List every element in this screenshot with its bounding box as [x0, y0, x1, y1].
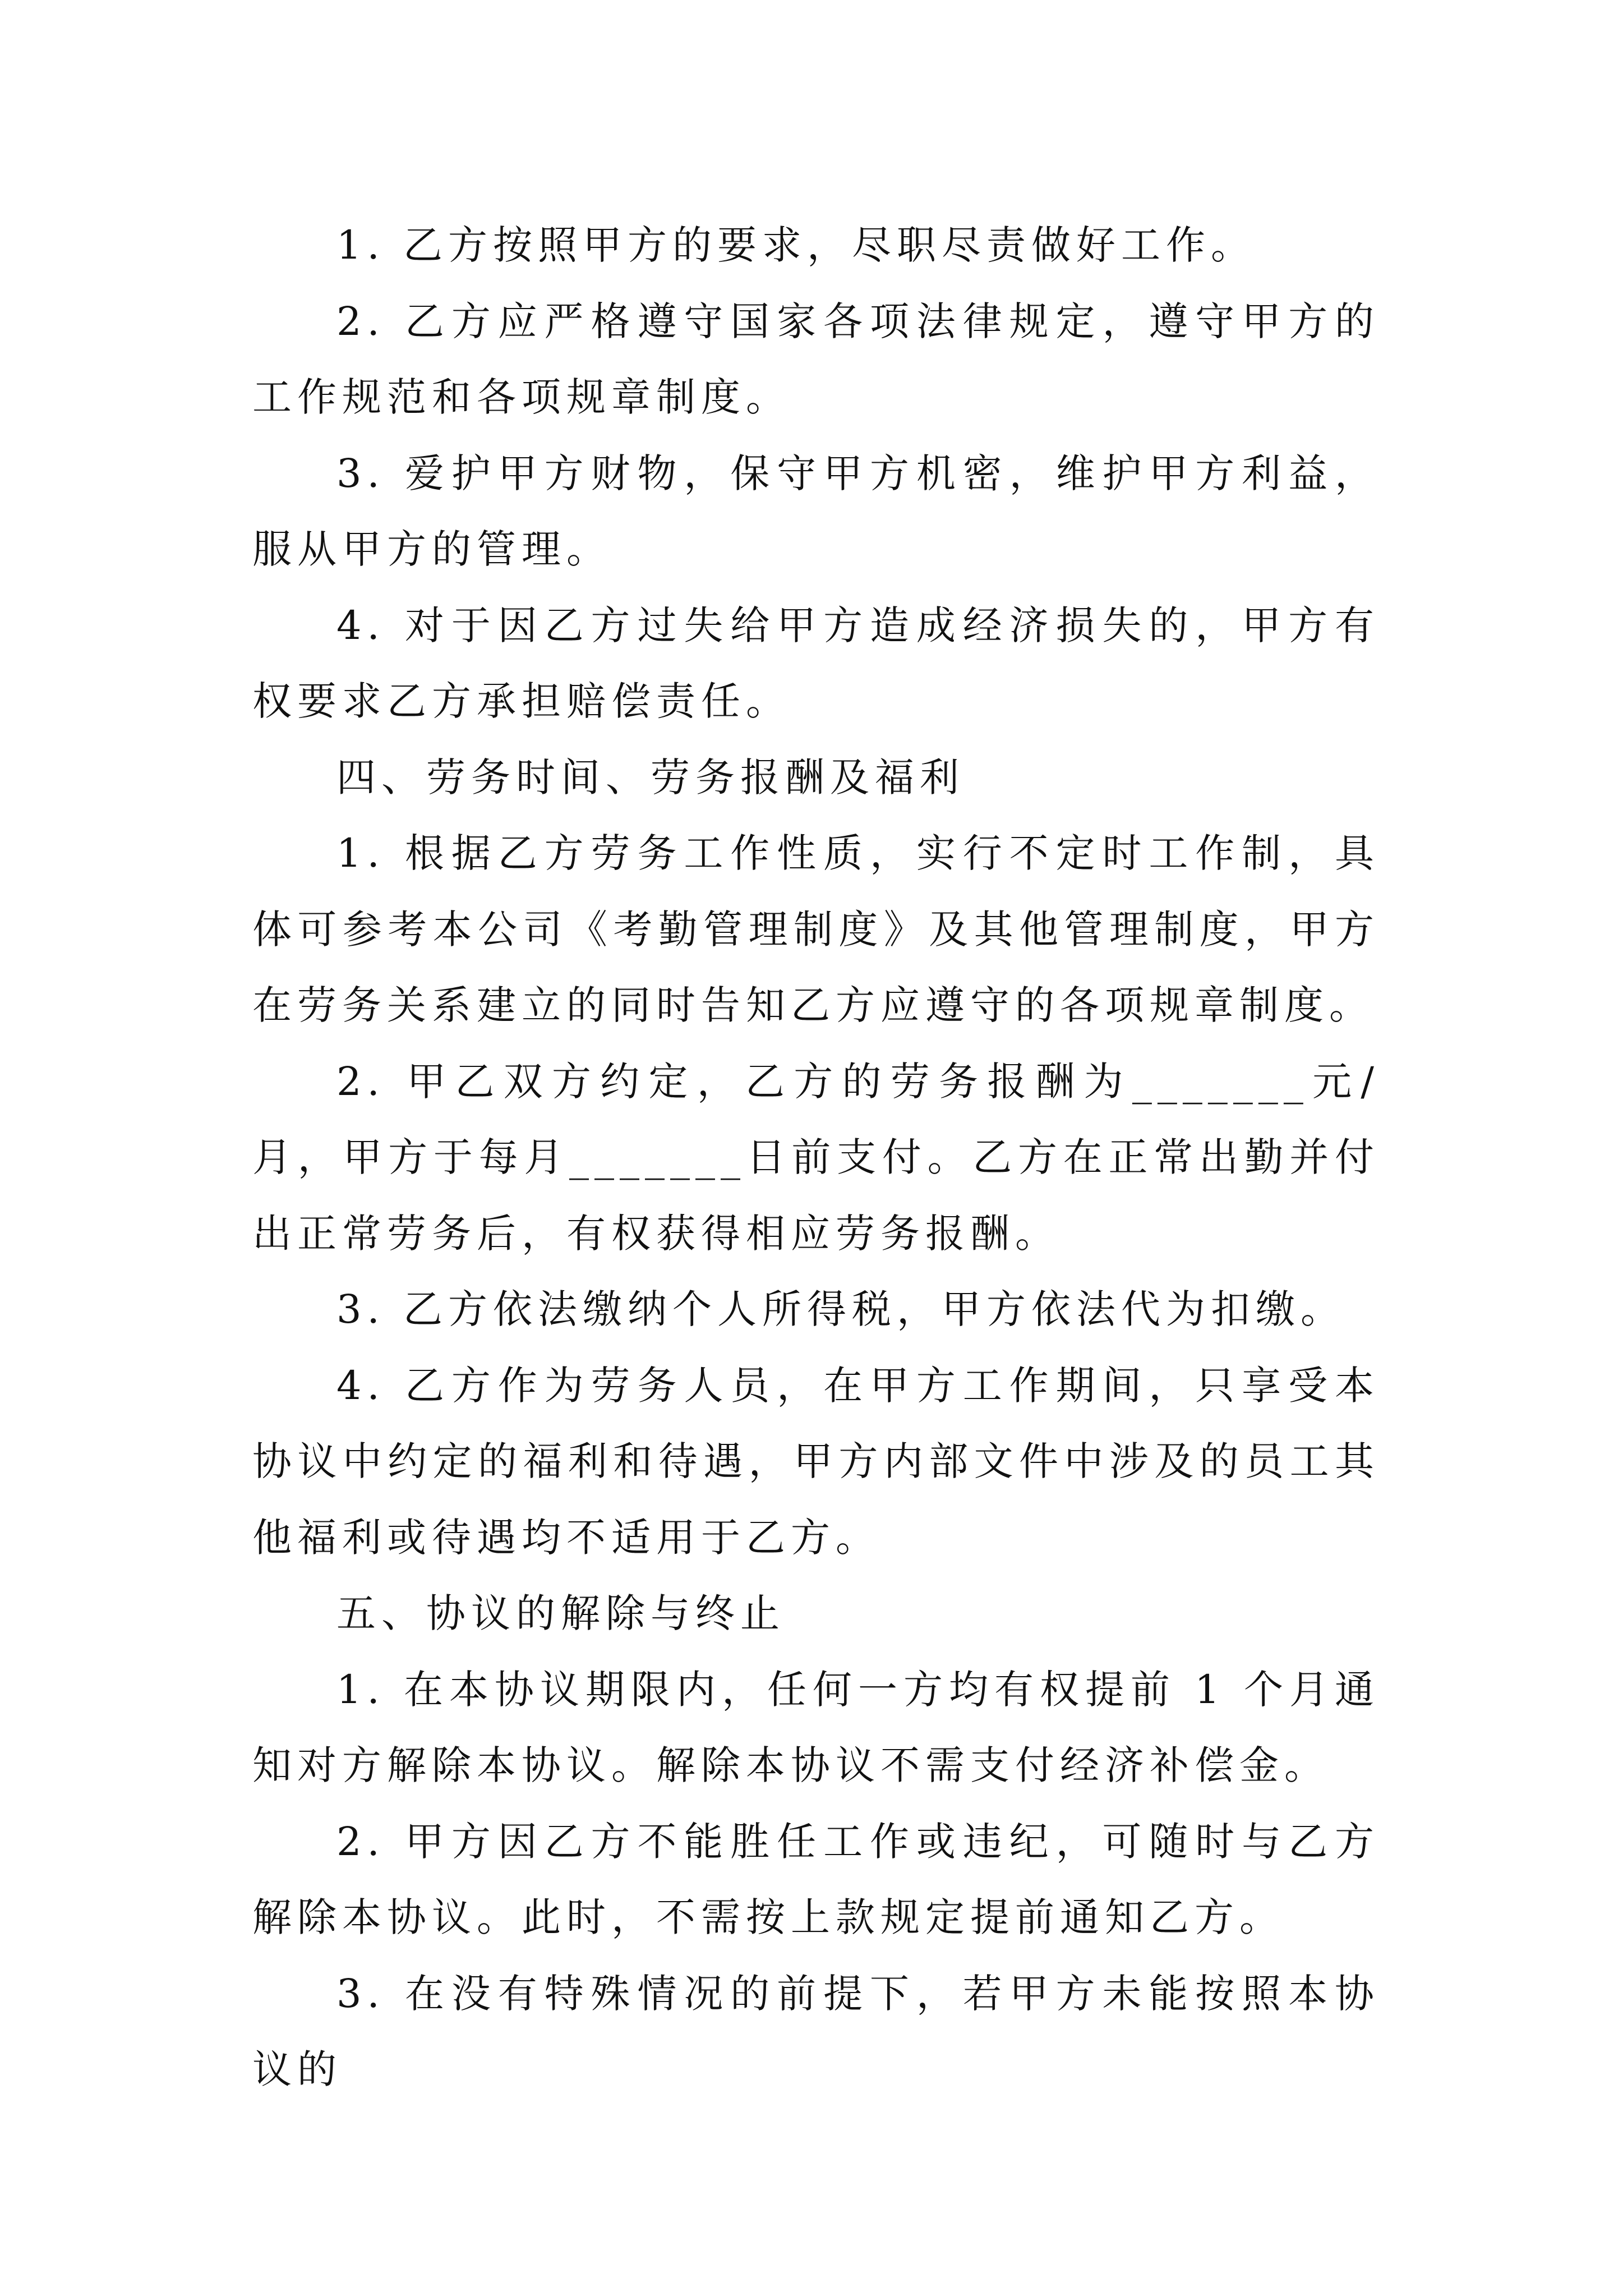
paragraph-termination-1: 1. 在本协议期限内，任何一方均有权提前 1 个月通知对方解除本协议。解除本协议不需支付经济补偿金。	[252, 1666, 1380, 1788]
paragraph-tax: 3. 乙方依法缴纳个人所得税，甲方依法代为扣缴。	[336, 1286, 1346, 1332]
paragraph-benefits: 4. 乙方作为劳务人员，在甲方工作期间，只享受本协议中约定的福利和待遇，甲方内部文件中涉及的员工其他福利或待遇均不适用于乙方。	[252, 1362, 1380, 1561]
section-heading-5: 五、协议的解除与终止	[336, 1590, 785, 1636]
paragraph-duty-1: 1. 乙方按照甲方的要求，尽职尽责做好工作。	[336, 222, 1256, 268]
paragraph-work-time: 1. 根据乙方劳务工作性质，实行不定时工作制，具体可参考本公司《考勤管理制度》及其他管理制度，甲方在劳务关系建立的同时告知乙方应遵守的各项规章制度。	[252, 830, 1380, 1028]
paragraph-duty-4: 4. 对于因乙方过失给甲方造成经济损失的，甲方有权要求乙方承担赔偿责任。	[252, 602, 1380, 724]
paragraph-duty-2: 2. 乙方应严格遵守国家各项法律规定，遵守甲方的工作规范和各项规章制度。	[252, 298, 1380, 420]
document-body	[252, 208, 1380, 2108]
paragraph-termination-2: 2. 甲方因乙方不能胜任工作或违纪，可随时与乙方解除本协议。此时，不需按上款规定提前通知乙方。	[252, 1818, 1380, 1940]
section-heading-4: 四、劳务时间、劳务报酬及福利	[336, 754, 965, 800]
paragraph-termination-3: 3. 在没有特殊情况的前提下，若甲方未能按照本协议的	[252, 1970, 1380, 2092]
paragraph-remuneration: 2. 甲乙双方约定，乙方的劳务报酬为_______元/月，甲方于每月_______日前支付。乙方在正常出勤并付出正常劳务后，有权获得相应劳务报酬。	[252, 1058, 1380, 1257]
paragraph-duty-3: 3. 爱护甲方财物，保守甲方机密，维护甲方利益，服从甲方的管理。	[252, 450, 1380, 572]
